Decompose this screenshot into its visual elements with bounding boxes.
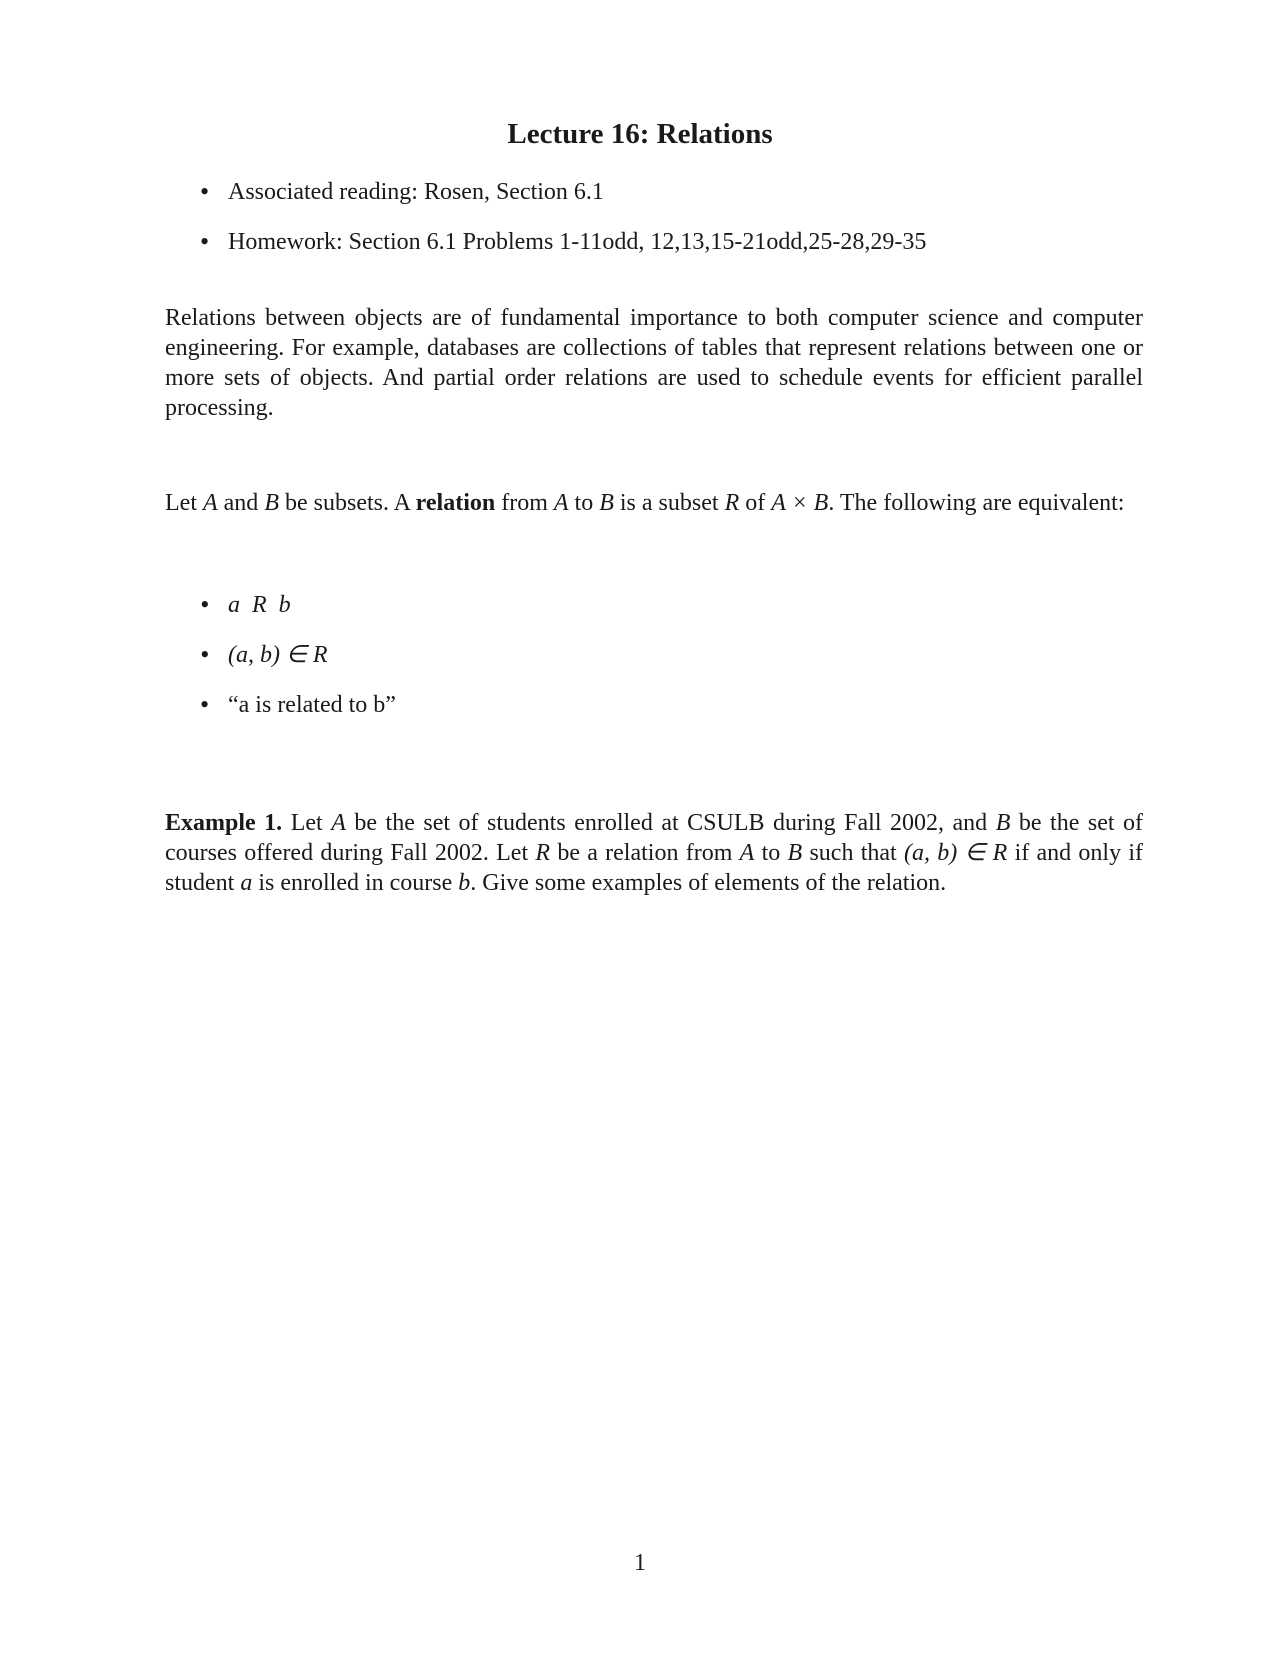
math-var: A [331, 810, 346, 836]
math-var: R [535, 840, 551, 866]
definition-text: and [217, 490, 265, 516]
header-bullet-list [200, 177, 926, 257]
math-var: A [739, 840, 755, 866]
definition-text: Let [165, 490, 203, 516]
definition-text: from [495, 490, 554, 516]
equivalent-form-1: • a R b [200, 590, 396, 620]
math-var: A [553, 490, 569, 516]
homework-bullet: • Homework: Section 6.1 Problems 1-11odd, 12,13,15-21odd,25-28,29-35 [200, 227, 926, 257]
definition-text: is a subset [613, 490, 725, 516]
math-var: a [240, 870, 253, 896]
equivalent-form-3: • “a is related to b” [200, 690, 396, 720]
definition-text: of [739, 490, 772, 516]
math-expression: (a, b) ∈ R [903, 840, 1008, 866]
math-var: A [202, 490, 218, 516]
definition-text: to [568, 490, 600, 516]
page-title: Lecture 16: Relations [507, 118, 773, 150]
example-text: be a relation from [550, 840, 740, 866]
math-var: B [787, 840, 803, 866]
example-text: to [754, 840, 788, 866]
math-var: B [599, 490, 614, 516]
example-text: Let [282, 810, 332, 836]
definition-paragraph [165, 488, 1143, 518]
math-var: B [264, 490, 279, 516]
example-text: if and only if student [165, 840, 1144, 896]
example-paragraph [165, 808, 1143, 898]
math-var: b [458, 870, 471, 896]
example-text: . Give some examples of elements of the relation. [470, 870, 947, 896]
equivalence-list [200, 590, 396, 720]
math-expression: A × B [771, 490, 829, 516]
example-text: is enrolled in course [252, 870, 459, 896]
definition-text: be subsets. A [278, 490, 416, 516]
example-label: Example 1. [165, 810, 283, 836]
example-text: such that [802, 840, 904, 866]
intro-paragraph: Relations between objects are of fundamental importance to both computer science and computer engineering. For example, databases are collections of tables that represent relations between one or more sets of objects. And partial order relations are used to schedule events for efficient parallel processing. [165, 305, 1143, 421]
example-text: be the set of courses offered during Fall 2002. Let [165, 810, 1144, 866]
example-text: be the set of students enrolled at CSULB during Fall 2002, and [345, 810, 996, 836]
reading-bullet: • Associated reading: Rosen, Section 6.1 [200, 177, 926, 207]
equivalent-form-2: • (a, b) ∈ R [200, 640, 396, 670]
page-number: 1 [634, 1550, 646, 1576]
definition-term: relation [415, 490, 496, 516]
definition-text: . The following are equivalent: [828, 490, 1125, 516]
math-var: R [724, 490, 740, 516]
math-var: B [995, 810, 1011, 836]
